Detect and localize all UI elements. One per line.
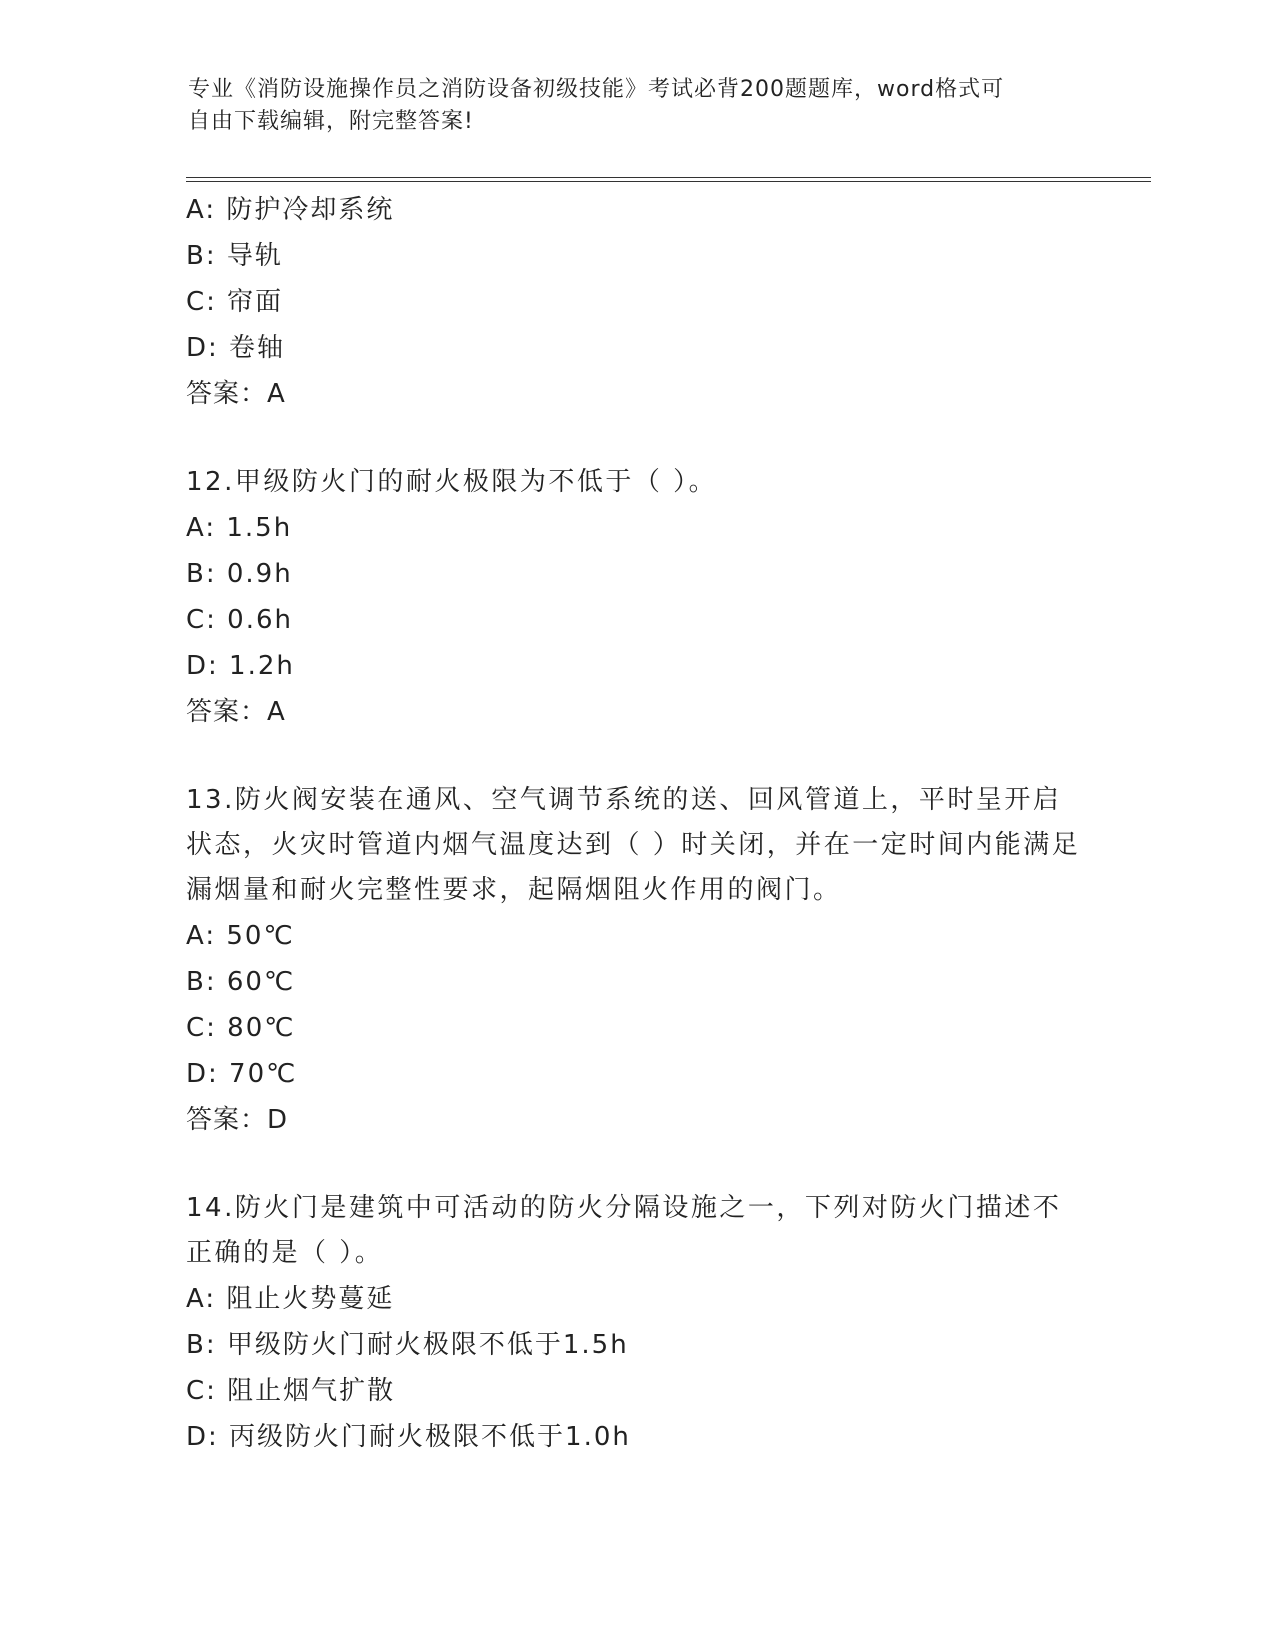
question-block-13	[186, 778, 1086, 1143]
option-b: B: 60℃	[186, 967, 296, 997]
option-b: B: 导轨	[186, 241, 283, 271]
option-d: D: 1.2h	[186, 651, 295, 681]
option-a: A: 阻止火势蔓延	[186, 1284, 395, 1314]
header-line-2: 自由下载编辑，附完整答案!	[188, 109, 474, 134]
option-c: C: 阻止烟气扩散	[186, 1376, 396, 1406]
header-divider-bottom	[186, 181, 1151, 182]
option-d: D: 丙级防火门耐火极限不低于1.0h	[186, 1422, 631, 1452]
option-c: C: 80℃	[186, 1013, 296, 1043]
answer: 答案：D	[186, 1105, 289, 1135]
option-a: A: 防护冷却系统	[186, 195, 395, 225]
option-a: A: 1.5h	[186, 513, 293, 543]
answer: 答案：A	[186, 379, 286, 409]
option-c: C: 帘面	[186, 287, 284, 317]
question-text: 14.防火门是建筑中可活动的防火分隔设施之一，下列对防火门描述不正确的是（ ）。	[186, 1193, 1062, 1268]
option-d: D: 70℃	[186, 1059, 298, 1089]
option-a: A: 50℃	[186, 921, 295, 951]
question-list	[186, 187, 1086, 1460]
question-block-11	[186, 187, 1086, 417]
option-b: B: 0.9h	[186, 559, 293, 589]
question-text: 13.防火阀安装在通风、空气调节系统的送、回风管道上，平时呈开启状态，火灾时管道内烟气温度达到（ ）时关闭，并在一定时间内能满足漏烟量和耐火完整性要求，起隔烟阻火作用的阀门。	[186, 785, 1081, 905]
document-header	[188, 74, 1068, 138]
question-text: 12.甲级防火门的耐火极限为不低于（ ）。	[186, 467, 718, 497]
header-line-1: 专业《消防设施操作员之消防设备初级技能》考试必背200题题库，word格式可	[188, 77, 1005, 102]
option-d: D: 卷轴	[186, 333, 286, 363]
question-block-12	[186, 460, 1086, 735]
question-block-14	[186, 1186, 1086, 1460]
answer: 答案：A	[186, 697, 286, 727]
option-c: C: 0.6h	[186, 605, 294, 635]
option-b: B: 甲级防火门耐火极限不低于1.5h	[186, 1330, 629, 1360]
header-divider-top	[186, 177, 1151, 178]
